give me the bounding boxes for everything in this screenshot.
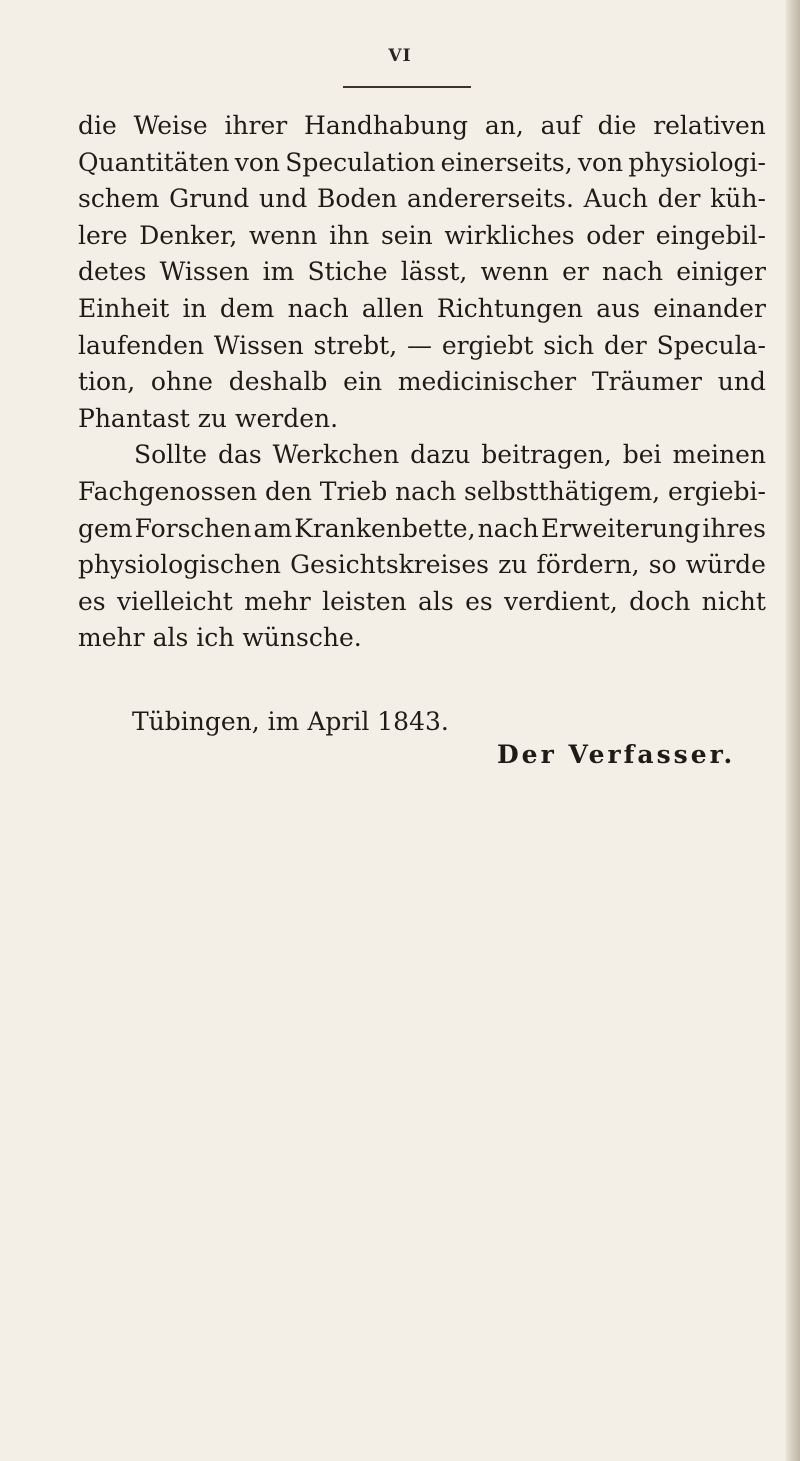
body-text [78,108,766,657]
word: andererseits. [407,184,574,214]
word: Gesichtskreises [290,550,490,580]
word: ohne [150,367,213,397]
word: Träumer [591,367,702,397]
word: die [78,111,117,140]
word: tion, [78,367,136,397]
word: der [604,330,647,360]
text-line [78,437,766,474]
word: und [259,184,308,214]
word: lässt, [400,257,468,287]
word: Wissen [213,330,304,360]
word: am [253,513,293,543]
word: — [406,330,432,360]
word: nach [395,476,457,506]
text-line [78,401,766,438]
word: mehr [244,586,311,616]
word: dem [219,293,275,323]
word: Grund [169,184,250,214]
word: zu [498,550,528,580]
word: Specula- [656,330,766,360]
word: Weise [133,111,208,140]
header-rule [343,86,471,88]
word: eingebil- [655,220,766,250]
word: der [657,184,701,214]
word: als [152,623,189,653]
word: ergiebt [441,330,534,360]
word: mehr [78,623,145,653]
word: einiger [676,257,766,287]
text-line [78,547,766,584]
word: sein [380,220,433,250]
word: doch [629,586,691,616]
word: er [562,257,589,287]
place-date: Tübingen, im April 1843. [132,707,449,736]
word: nach [477,513,539,543]
word: nicht [701,586,766,616]
word: Werkchen [272,440,400,470]
word: oder [586,220,645,250]
word: verdient, [504,586,618,616]
word: ihn [329,220,370,250]
word: an, [484,111,524,140]
text-line [78,254,766,291]
text-line [78,145,766,182]
word: wirkliches [444,220,575,250]
word: Trieb [319,476,388,506]
text-line [78,584,766,621]
word: laufenden [78,330,205,360]
word: nach [287,293,349,323]
word: Auch [583,184,648,214]
word: nach [602,257,664,287]
word: vielleicht [116,586,233,616]
word: Speculation [285,147,436,177]
word: wenn [248,220,318,250]
word: einerseits, [440,147,573,177]
word: Forschen [134,513,252,543]
word: als [417,586,454,616]
word: Einheit [78,293,170,323]
word: allen [361,293,424,323]
word: Denker, [139,220,238,250]
word: physiologischen [78,550,281,580]
word: relativen [653,111,766,140]
word: Fachgenossen [78,476,258,506]
word: und [717,367,766,397]
text-line [78,218,766,255]
word: medicinischer [397,367,577,397]
word: aus [596,293,641,323]
word: zu [197,403,228,433]
word: physiologi- [628,147,766,177]
word: Richtungen [436,293,583,323]
word: einander [653,293,766,323]
word: beitragen, [481,440,612,470]
word: schem [78,184,160,214]
word: im [262,257,295,287]
word: ich [196,623,235,653]
word: selbstthätigem, [464,476,661,506]
word: leisten [322,586,407,616]
word: würde [685,550,766,580]
word: meinen [672,440,766,470]
text-line [78,291,766,328]
word: den [265,476,312,506]
text-line [78,108,766,145]
text-line [78,364,766,401]
author-signature: Der Verfasser. [497,740,736,769]
word: lere [78,220,128,250]
word: Boden [316,184,398,214]
word: dazu [410,440,471,470]
word: von [577,147,624,177]
word: detes [78,257,147,287]
text-line [78,328,766,365]
word: bei [622,440,662,470]
word: Erweiterung [540,513,701,543]
text-line [78,620,766,657]
word: küh- [710,184,766,214]
word: Quantitäten [78,147,230,177]
word: ergiebi- [667,476,766,506]
word: wenn [480,257,549,287]
word: Handhabung [304,111,469,140]
text-line [78,181,766,218]
word: so [648,550,677,580]
page-edge [786,0,800,1461]
word: Sollte [134,440,208,470]
word: strebt, [313,330,398,360]
word: sich [543,330,595,360]
word: Wissen [159,257,250,287]
word: es [78,586,106,616]
word: in [182,293,207,323]
word: fördern, [536,550,640,580]
word: gem [78,513,133,543]
word: ihres [702,513,766,543]
word: Stiche [307,257,388,287]
text-line [78,474,766,511]
word: die [597,111,637,140]
word: das [217,440,262,470]
word: ein [343,367,383,397]
word: wünsche. [242,623,362,653]
word: werden. [235,403,339,433]
word: es [465,586,493,616]
page-number: VI [388,46,412,66]
word: deshalb [228,367,328,397]
word: von [234,147,281,177]
word: auf [540,111,581,140]
word: Phantast [78,403,190,433]
word: ihrer [224,111,288,140]
text-line [78,511,766,548]
word: Krankenbette, [294,513,476,543]
